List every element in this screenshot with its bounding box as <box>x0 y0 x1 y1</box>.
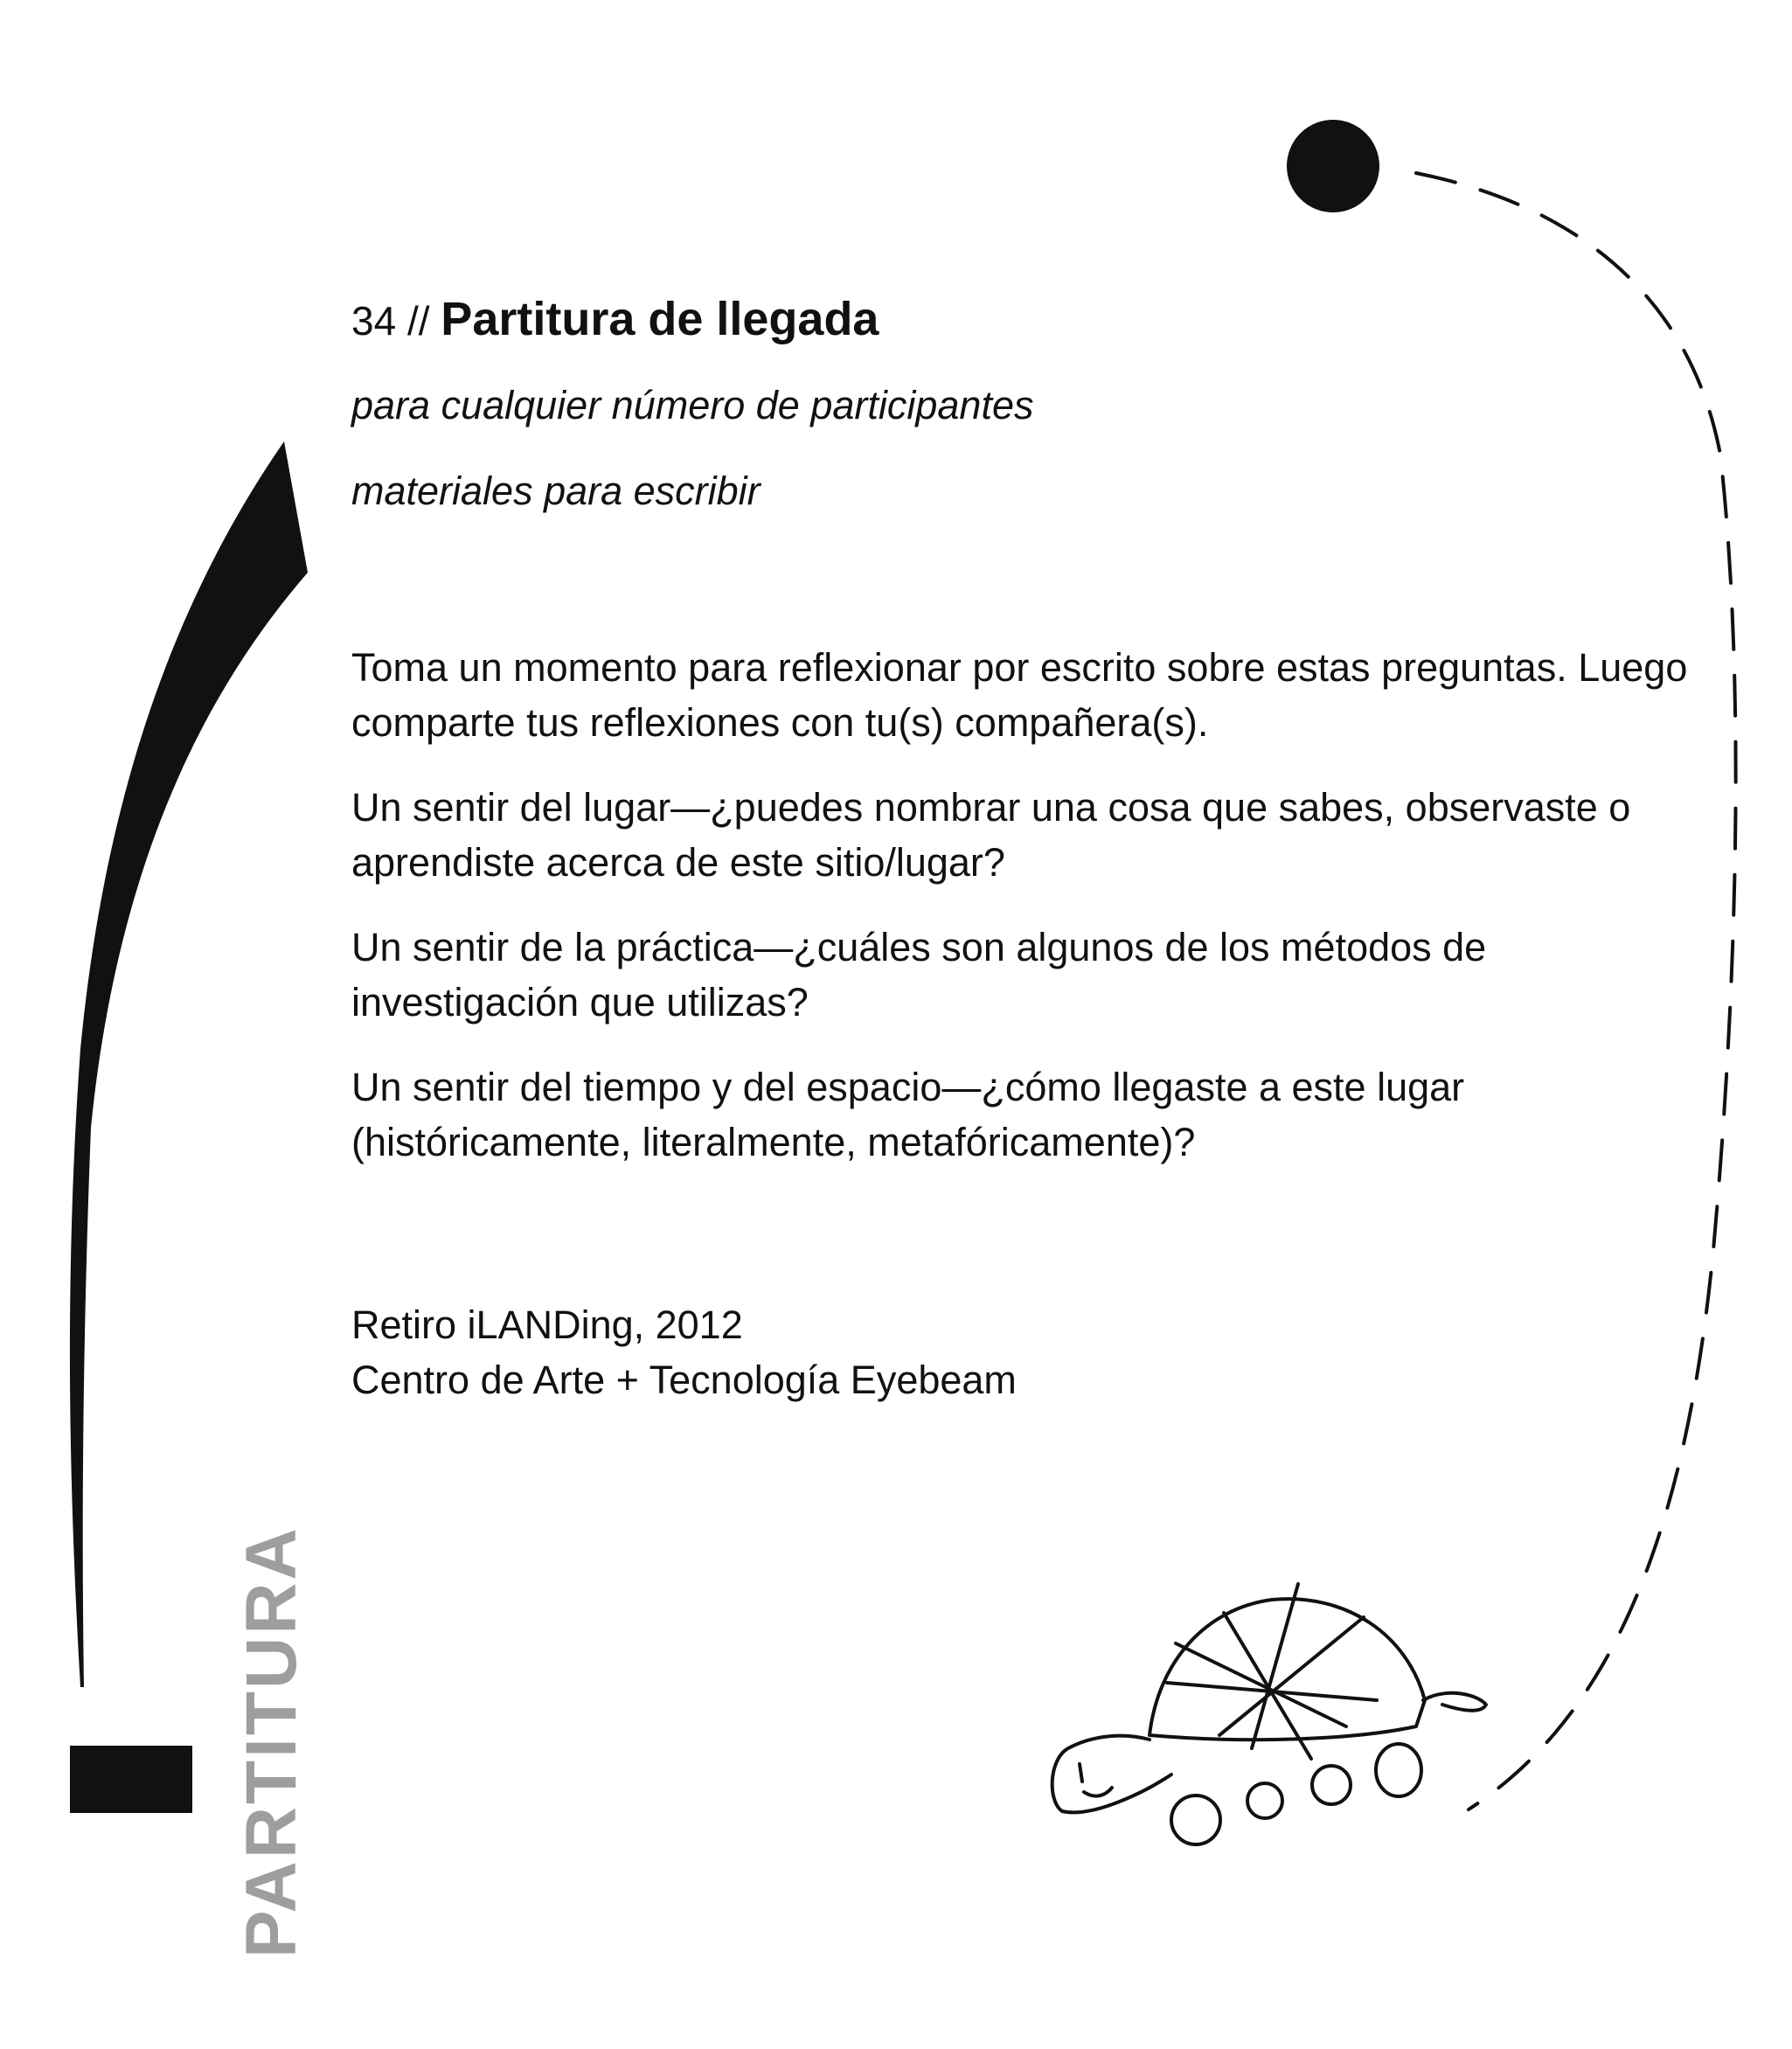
score-text <box>351 288 1715 1407</box>
question-place: Un sentir del lugar—¿puedes nombrar una cosa que sabes, observaste o aprendiste acerca de este sitio/lugar? <box>351 785 1631 885</box>
score-number: 34 // <box>351 298 441 344</box>
participants-note: para cualquier número de participantes <box>351 383 1034 427</box>
credits-event: Retiro iLANDing, 2012 <box>351 1302 743 1347</box>
score-title: Partitura de llegada <box>441 293 879 345</box>
turtle-foot <box>1247 1783 1282 1818</box>
turtle-foot <box>1312 1766 1351 1804</box>
turtle-foot <box>1376 1744 1421 1796</box>
turtle-shell-line <box>1224 1613 1311 1759</box>
turtle-drawing <box>1052 1584 1486 1844</box>
turtle-foot <box>1171 1795 1220 1844</box>
instruction-paragraph: Toma un momento para reflexionar por escrito sobre estas preguntas. Luego comparte tus reflexiones con tu(s) compañera(s). <box>351 645 1688 745</box>
turtle-tail <box>1423 1693 1486 1711</box>
turtle-mouth <box>1084 1788 1112 1796</box>
turtle-head <box>1052 1736 1171 1813</box>
credits-venue: Centro de Arte + Tecnología Eyebeam <box>351 1358 1017 1402</box>
materials-note: materiales para escribir <box>351 469 761 513</box>
question-time-space: Un sentir del tiempo y del espacio—¿cómo llegaste a este lugar (históricamente, literalmente, metafóricamente)? <box>351 1065 1465 1164</box>
side-label: PARTITURA <box>232 1525 311 1958</box>
black-circle <box>1287 120 1379 212</box>
page-title <box>351 288 1715 351</box>
exclamation-dot <box>70 1746 192 1813</box>
turtle-eye <box>1080 1764 1082 1782</box>
question-practice: Un sentir de la práctica—¿cuáles son algunos de los métodos de investigación que utilizas? <box>351 925 1487 1024</box>
credits <box>351 1297 1715 1407</box>
